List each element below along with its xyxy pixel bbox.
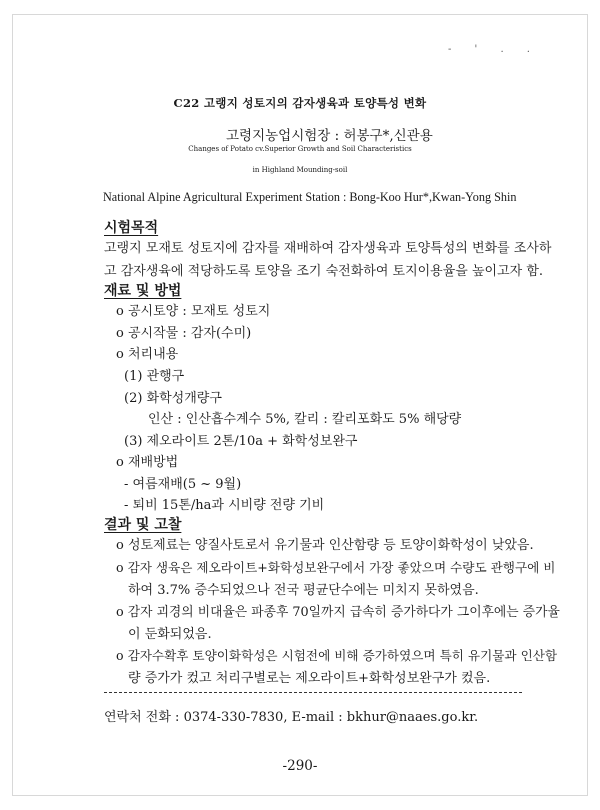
materials-item: (2) 화학성개량구 xyxy=(124,391,222,406)
materials-item: (1) 관행구 xyxy=(124,369,185,384)
purpose-line: 고 감자생육에 적당하도록 토양을 조기 숙전화하여 토지이용율을 높이고자 함. xyxy=(104,264,544,279)
english-affiliation: National Alpine Agricultural Experiment Station : Bong-Koo Hur*,Kwan-Yong Shin xyxy=(103,190,517,204)
purpose-heading: 시험목적 xyxy=(104,220,159,236)
dashed-divider xyxy=(104,692,522,693)
materials-item: - 퇴비 15톤/ha과 시비량 전량 기비 xyxy=(124,498,325,513)
scan-specks: - ' . . xyxy=(447,44,540,55)
purpose-line: 고랭지 모재토 성토지에 감자를 재배하여 감자생육과 토양특성의 변화를 조사하 xyxy=(104,241,552,256)
page-number: -290- xyxy=(282,758,318,774)
paper-title: C22 고랭지 성토지의 감자생육과 토양특성 변화 xyxy=(173,96,427,110)
materials-item: 인산 : 인산흡수계수 5%, 칼리 : 칼리포화도 5% 해당량 xyxy=(148,412,462,427)
results-line: 량 증가가 컸고 처리구별로는 제오라이트+화학성보완구가 컸음. xyxy=(128,671,491,686)
materials-item: o 공시작물 : 감자(수미) xyxy=(116,326,252,341)
results-heading: 결과 및 고찰 xyxy=(104,517,182,533)
materials-item: (3) 제오라이트 2톤/10a + 화학성보완구 xyxy=(124,434,358,449)
results-line: o 감자 괴경의 비대율은 파종후 70일까지 급속히 증가하다가 그이후에는 증가율 xyxy=(116,605,560,620)
materials-item: o 재배방법 xyxy=(116,455,179,470)
results-line: 이 둔화되었음. xyxy=(128,627,212,642)
materials-item: - 여름재배(5 ~ 9월) xyxy=(124,477,242,492)
materials-item: o 처리내용 xyxy=(116,347,179,362)
results-line: o 감자 생육은 제오라이트+화학성보완구에서 가장 좋았으며 수량도 관행구에 비 xyxy=(116,560,556,575)
results-line: 하여 3.7% 증수되었으나 전국 평균단수에는 미치지 못하였음. xyxy=(128,583,479,598)
results-line: o 성토제료는 양질사토로서 유기물과 인산함량 등 토양이화학성이 낮았음. xyxy=(116,538,534,553)
english-title-line-1: Changes of Potato cv.Superior Growth and Soil Characteristics xyxy=(188,145,412,153)
english-title-line-2: in Highland Mounding-soil xyxy=(252,166,348,174)
contact-info: 연락처 전화 : 0374-330-7830, E-mail : bkhur@naaes.go.kr. xyxy=(104,710,479,725)
materials-heading: 재료 및 방법 xyxy=(104,283,182,299)
results-line: o 감자수확후 토양이화학성은 시험전에 비해 증가하였으며 특히 유기물과 인산함 xyxy=(116,648,558,663)
authors-korean: 고령지농업시험장 : 허봉구*,신관용 xyxy=(226,128,433,144)
materials-item: o 공시토양 : 모재토 성토지 xyxy=(116,304,271,319)
